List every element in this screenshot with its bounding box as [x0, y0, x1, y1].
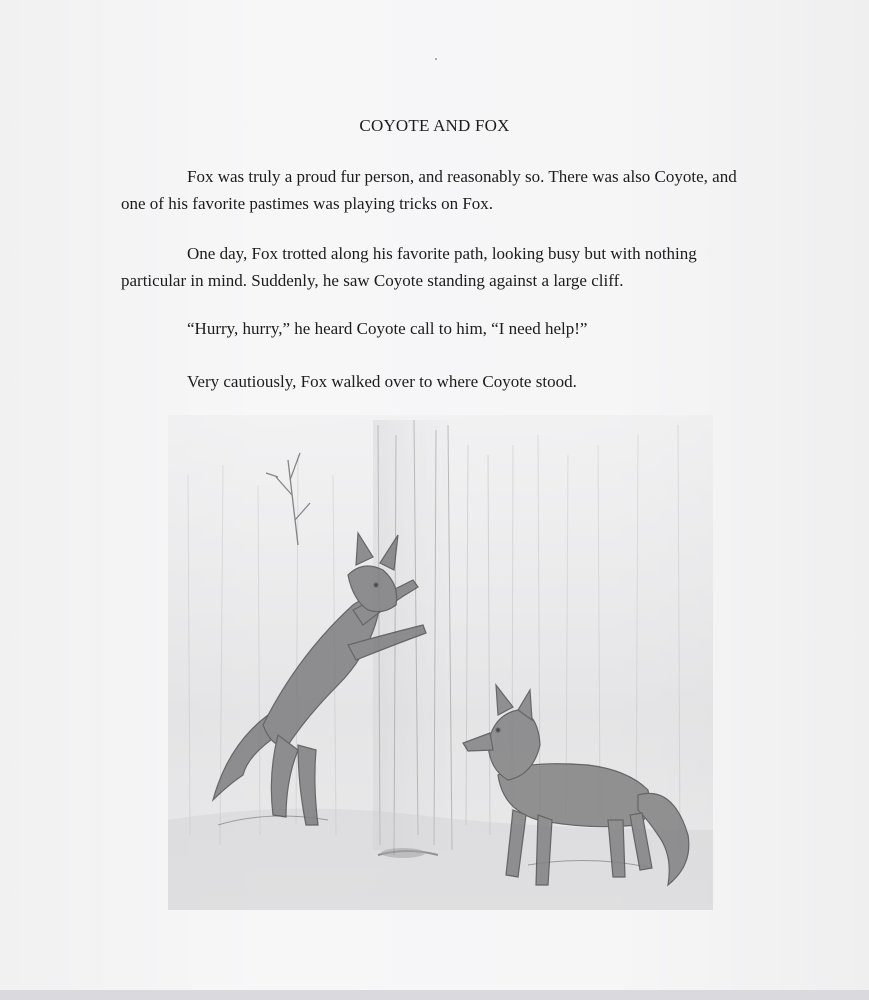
coyote-fox-illustration — [168, 415, 713, 910]
paragraph-3: “Hurry, hurry,” he heard Coyote call to him, “I need help!” — [187, 319, 588, 338]
page-bottom-edge — [0, 990, 869, 1000]
paragraph-2: One day, Fox trotted along his favorite path, looking busy but with nothing particular in mind. Suddenly, he saw Coyote standing against a large cliff. — [121, 244, 697, 290]
page-title: COYOTE AND FOX — [359, 116, 510, 135]
speck-mark — [435, 58, 437, 60]
paragraph-1: Fox was truly a proud fur person, and reasonably so. There was also Coyote, and one of his favorite pastimes was playing tricks on Fox. — [121, 167, 737, 213]
paragraph-4: Very cautiously, Fox walked over to where Coyote stood. — [187, 372, 577, 391]
